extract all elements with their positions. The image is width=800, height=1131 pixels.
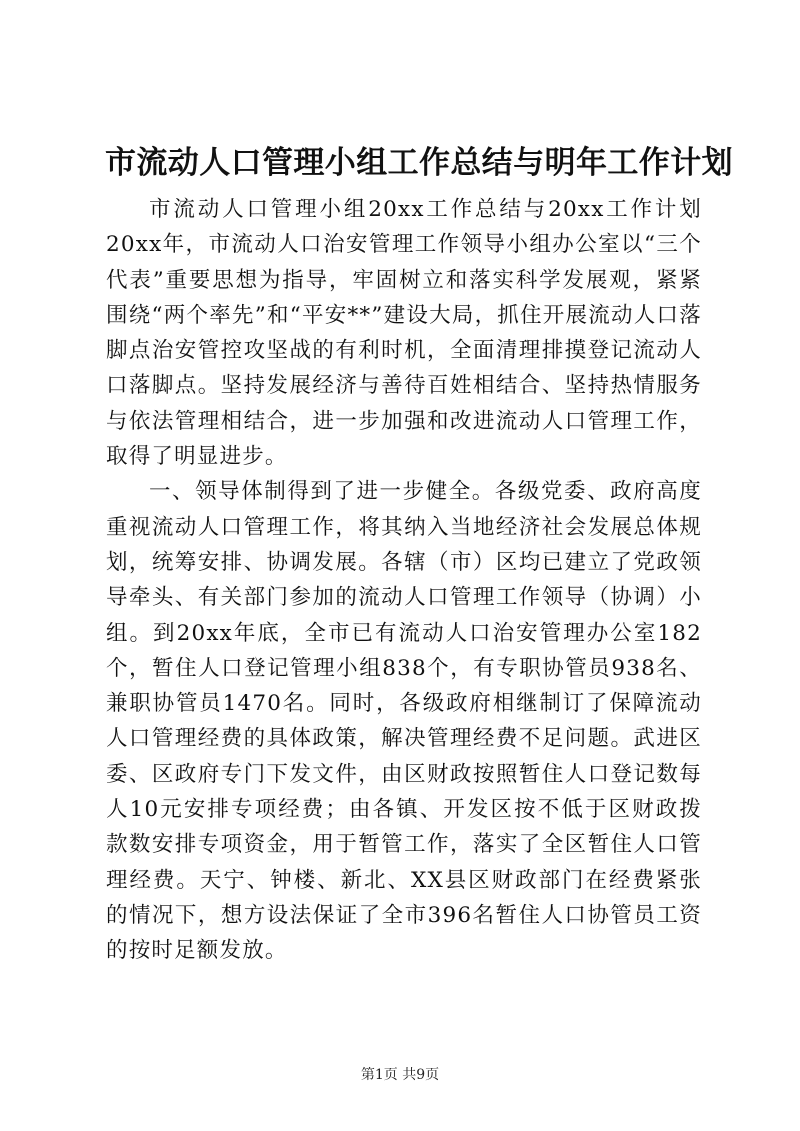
paragraph-intro: 市流动人口管理小组20xx工作总结与20xx工作计划20xx年，市流动人口治安管理工作领导小组办公室以“三个代表”重要思想为指导，牢固树立和落实科学发展观，紧紧围绕“两个率先”和“平安**”建设大局，抓住开展流动人口落脚点治安管控攻坚战的有利时机，全面清理排摸登记流动人口落脚点。坚持发展经济与善待百姓相结合、坚持热情服务与依法管理相结合，进一步加强和改进流动人口管理工作，取得了明显进步。 [106, 197, 702, 470]
page-number: 第1页 共9页 [360, 1067, 440, 1083]
document-body [106, 192, 702, 969]
document-title: 市流动人口管理小组工作总结与明年工作计划 [105, 145, 733, 181]
paragraph-leadership: 一、领导体制得到了进一步健全。各级党委、政府高度重视流动人口管理工作，将其纳入当地经济社会发展总体规划，统筹安排、协调发展。各辖（市）区均已建立了党政领导牵头、有关部门参加的流动人口管理工作领导（协调）小组。到20xx年底，全市已有流动人口治安管理办公室182个，暂住人口登记管理小组838个，有专职协管员938名、兼职协管员1470名。同时，各级政府相继制订了保障流动人口管理经费的具体政策，解决管理经费不足问题。武进区委、区政府专门下发文件，由区财政按照暂住人口登记数每人10元安排专项经费；由各镇、开发区按不低于区财政拨款数安排专项资金，用于暂管工作，落实了全区暂住人口管理经费。天宁、钟楼、新北、XX县区财政部门在经费紧张的情况下，想方设法保证了全市396名暂住人口协管员工资的按时足额发放。 [106, 479, 702, 964]
